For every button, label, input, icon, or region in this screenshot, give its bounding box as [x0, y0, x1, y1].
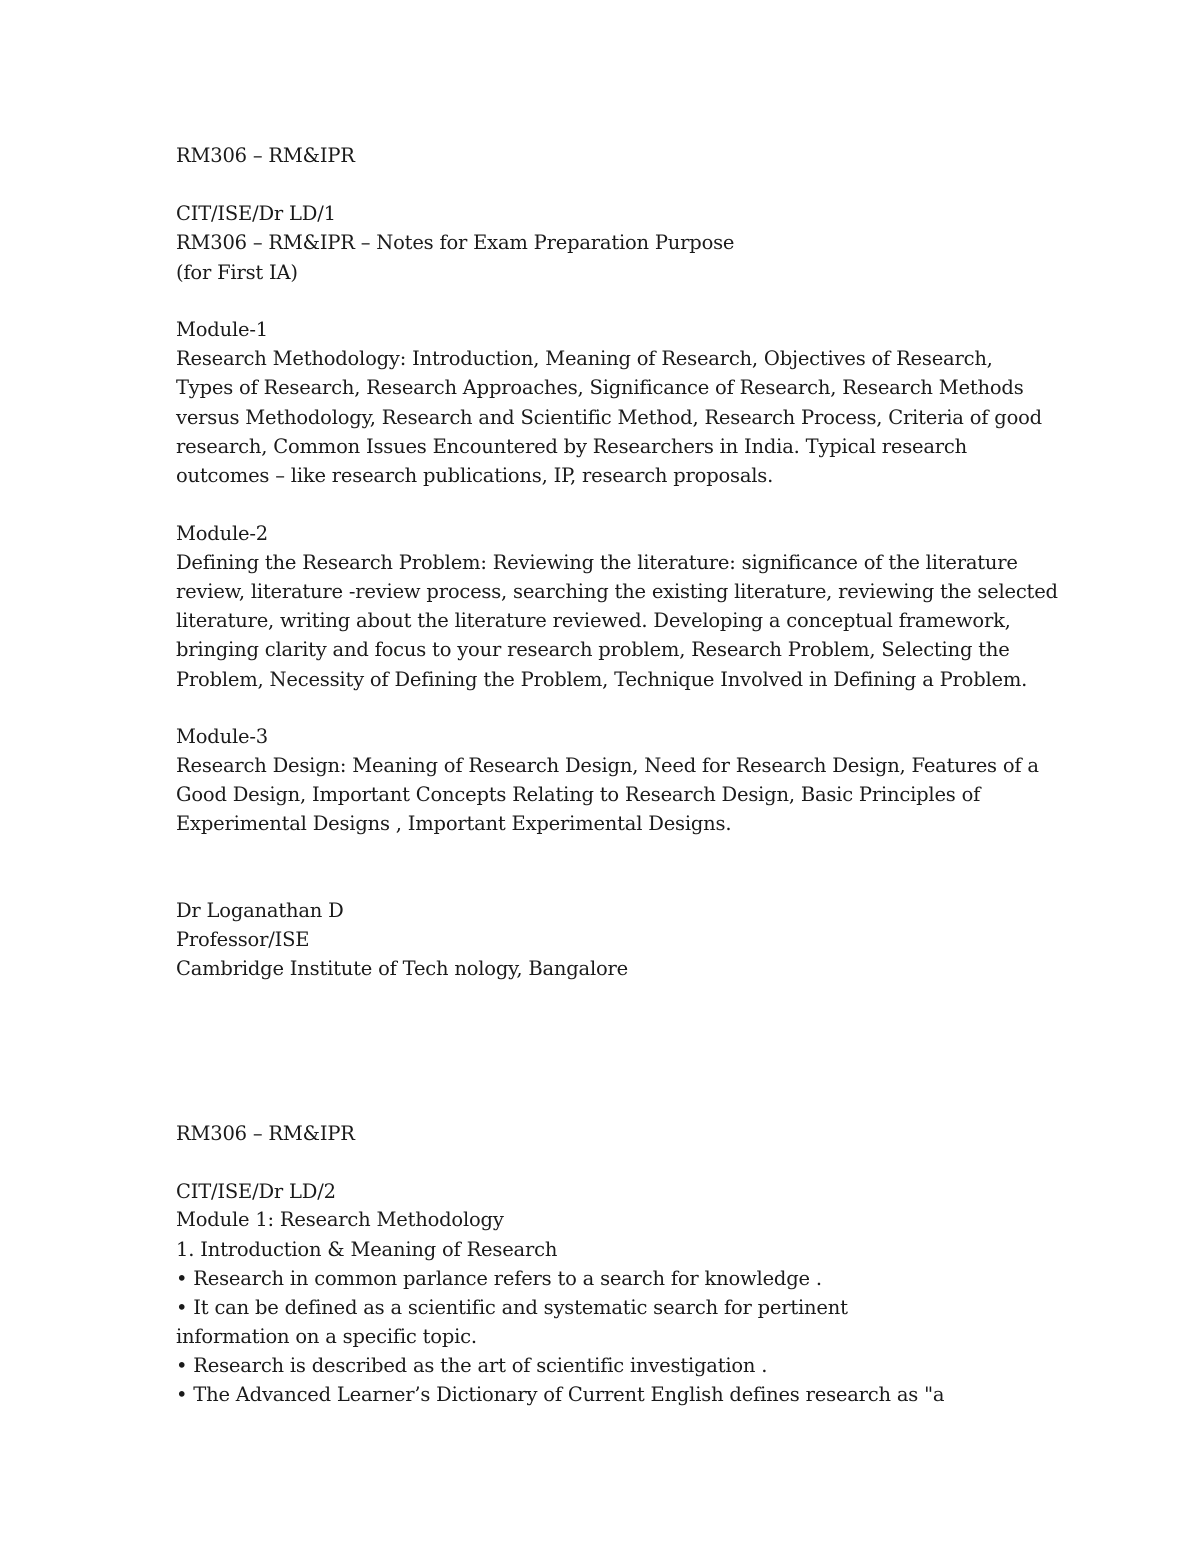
- page2-line: information on a specific topic.: [176, 1325, 477, 1348]
- module1-line: Types of Research, Research Approaches, Significance of Research, Research Methods: [176, 376, 1024, 399]
- author-name: Dr Loganathan D: [176, 899, 344, 922]
- module2-line: Defining the Research Problem: Reviewing the literature: significance of the literature: [176, 551, 1018, 574]
- module2-line: bringing clarity and focus to your research problem, Research Problem, Selecting the: [176, 638, 1010, 661]
- module2-line: Problem, Necessity of Defining the Problem, Technique Involved in Defining a Problem.: [176, 668, 1028, 691]
- page2-line: • The Advanced Learner’s Dictionary of Current English defines research as "a: [176, 1383, 945, 1406]
- module1-line: Research Methodology: Introduction, Meaning of Research, Objectives of Research,: [176, 347, 993, 370]
- page1-subtitle: (for First IA): [176, 261, 298, 284]
- module1-line: versus Methodology, Research and Scientific Method, Research Process, Criteria of good: [176, 406, 1042, 429]
- page1-ref: CIT/ISE/Dr LD/1: [176, 202, 336, 225]
- module3-line: Experimental Designs , Important Experimental Designs.: [176, 812, 732, 835]
- page2-section-heading: 1. Introduction & Meaning of Research: [176, 1238, 558, 1261]
- module1-line: research, Common Issues Encountered by Researchers in India. Typical research: [176, 435, 968, 458]
- author-institute: Cambridge Institute of Tech nology, Bangalore: [176, 957, 629, 980]
- module3-line: Research Design: Meaning of Research Design, Need for Research Design, Features of a: [176, 754, 1039, 777]
- page1-header: RM306 – RM&IPR: [176, 144, 355, 167]
- page1-title: RM306 – RM&IPR – Notes for Exam Preparation Purpose: [176, 231, 735, 254]
- module1-heading: Module-1: [176, 318, 268, 341]
- module2-heading: Module-2: [176, 522, 268, 545]
- module2-line: review, literature -review process, searching the existing literature, reviewing the selected: [176, 580, 1058, 603]
- page2-header: RM306 – RM&IPR: [176, 1122, 355, 1145]
- module1-line: outcomes – like research publications, IP, research proposals.: [176, 464, 774, 487]
- page2-line: • It can be defined as a scientific and systematic search for pertinent: [176, 1296, 848, 1319]
- module3-line: Good Design, Important Concepts Relating to Research Design, Basic Principles of: [176, 783, 981, 806]
- module2-line: literature, writing about the literature reviewed. Developing a conceptual framework,: [176, 609, 1011, 632]
- page2-module-title: Module 1: Research Methodology: [176, 1208, 504, 1231]
- page2-line: • Research in common parlance refers to a search for knowledge .: [176, 1267, 822, 1290]
- author-position: Professor/ISE: [176, 928, 310, 951]
- page2-ref: CIT/ISE/Dr LD/2: [176, 1180, 336, 1203]
- module3-heading: Module-3: [176, 725, 268, 748]
- page2-line: • Research is described as the art of scientific investigation .: [176, 1354, 768, 1377]
